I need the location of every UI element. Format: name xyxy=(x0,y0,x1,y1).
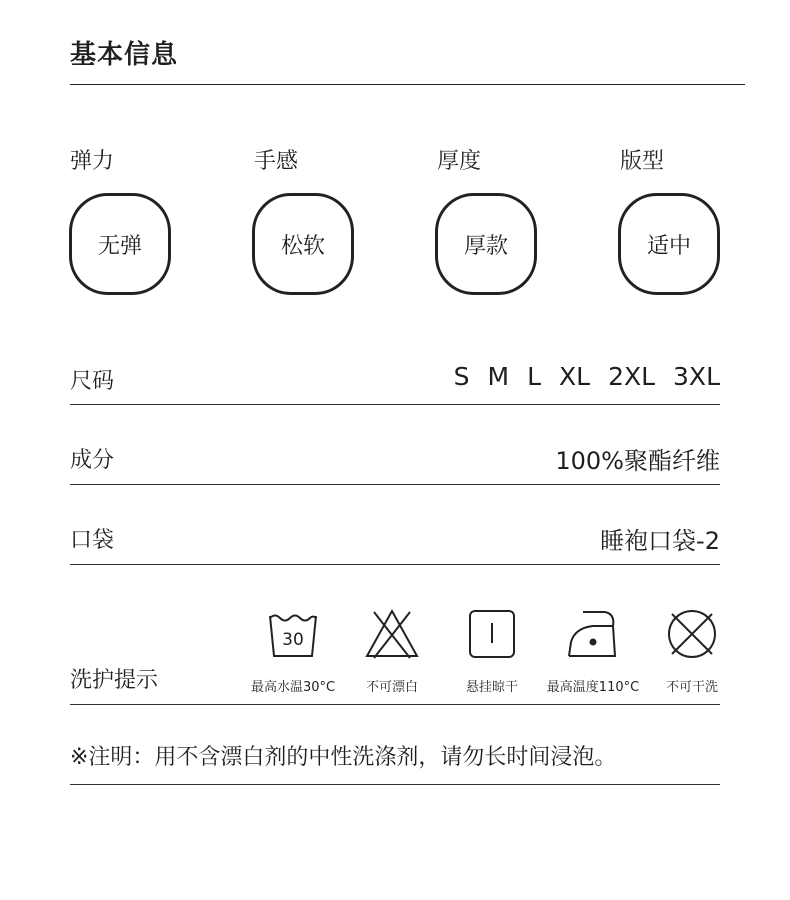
no-bleach-icon xyxy=(364,606,420,662)
row-divider xyxy=(70,784,720,785)
care-item-label: 最高温度110°C xyxy=(546,680,640,695)
iron-low-icon xyxy=(565,606,621,662)
care-item-label: 悬挂晾干 xyxy=(465,680,518,695)
care-label: 洗护提示 xyxy=(70,668,159,693)
composition-label: 成分 xyxy=(70,448,115,473)
wash-temp-text: 30 xyxy=(282,630,304,650)
size-list xyxy=(454,362,720,391)
size-option: 2XL xyxy=(608,362,656,391)
size-option: M xyxy=(487,362,510,391)
no-dry-clean-icon xyxy=(664,606,720,662)
attr-value-text: 无弹 xyxy=(97,233,142,259)
row-divider xyxy=(70,704,720,705)
size-option: S xyxy=(453,362,470,391)
attr-value-hand-feel xyxy=(252,193,354,295)
composition-value: 100%聚酯纤维 xyxy=(555,447,720,475)
attr-label-hand-feel: 手感 xyxy=(254,149,299,174)
attr-label-fit: 版型 xyxy=(620,149,665,174)
care-item-wash xyxy=(246,606,340,695)
row-divider xyxy=(70,484,720,485)
pocket-label: 口袋 xyxy=(70,528,115,553)
attr-value-text: 适中 xyxy=(646,233,691,259)
care-item-dry xyxy=(456,606,528,695)
title-divider xyxy=(70,84,745,85)
row-divider xyxy=(70,404,720,405)
care-item-label: 不可干洗 xyxy=(665,680,718,695)
care-item-label: 不可漂白 xyxy=(365,680,418,695)
section-title: 基本信息 xyxy=(70,40,179,70)
attr-value-text: 厚款 xyxy=(463,233,508,259)
care-item-bleach xyxy=(356,606,428,695)
size-option: XL xyxy=(559,362,591,391)
attr-value-fit xyxy=(618,193,720,295)
attr-label-thickness: 厚度 xyxy=(437,149,482,174)
attr-value-thickness xyxy=(435,193,537,295)
care-item-iron xyxy=(540,606,646,695)
attr-value-text: 松软 xyxy=(280,233,325,259)
care-item-label: 最高水温30°C xyxy=(250,680,336,695)
size-option: 3XL xyxy=(673,362,720,391)
size-label: 尺码 xyxy=(70,369,115,394)
wash-30-icon xyxy=(265,606,321,662)
care-note: ※注明：用不含漂白剂的中性洗涤剂，请勿长时间浸泡。 xyxy=(70,745,617,770)
row-divider xyxy=(70,564,720,565)
attr-value-elasticity xyxy=(69,193,171,295)
hang-dry-icon xyxy=(464,606,520,662)
pocket-value: 睡袍口袋-2 xyxy=(600,527,720,555)
care-item-dry-clean xyxy=(656,606,728,695)
attr-label-elasticity: 弹力 xyxy=(70,149,115,174)
size-option: L xyxy=(527,362,541,391)
